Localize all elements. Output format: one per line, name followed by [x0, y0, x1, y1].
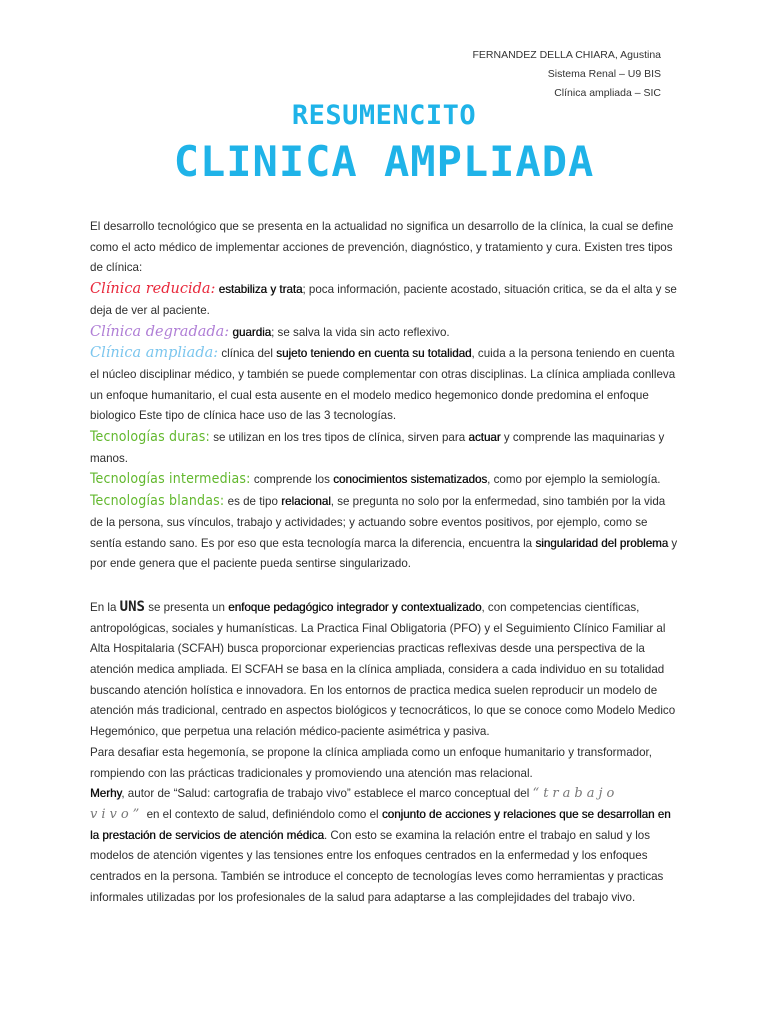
tecnologias-intermedias-paragraph: Tecnologías intermedias: comprende los conocimientos sistematizados, como por ejemplo la semiología.: [90, 471, 661, 488]
uns-bold: enfoque pedagógico integrador y contextualizado: [228, 600, 482, 614]
duras-bold: actuar: [468, 431, 501, 445]
document-header: [473, 46, 661, 103]
uns-paragraph: En la UNS se presenta un enfoque pedagógico integrador y contextualizado, con competencias científicas, antropológicas, sociales y humanísticas. La Practica Final Obligatoria (PFO) y el Seguimiento Clínico Familiar al Alta Hospitalaria (SCFAH) busca proporcionar experiencias practicas reflexivas desde una perspectiva de la atención medica ampliada. El SCFAH se basa en la clínica ampliada, considera a cada individuo en su totalidad buscando atención holística e innovadora. En los entornos de practica medica suelen reproducir un modelo de atención más tradicional, centrado en aspectos biológicos y tecnocráticos, lo que se conoce como Modelo Medico Hegemónico, que perpetua una relación médico-paciente asimétrica y pasiva.: [90, 598, 676, 739]
tecnologias-blandas-label: Tecnologías blandas:: [90, 493, 225, 510]
intermedias-bold: conocimientos sistematizados: [333, 473, 488, 487]
clinica-reducida-label: Clínica reducida:: [90, 281, 216, 298]
topic-line: Clínica ampliada – SIC: [554, 87, 661, 99]
tecnologias-intermedias-label: Tecnologías intermedias:: [90, 471, 251, 488]
subject-line: Sistema Renal – U9 BIS: [547, 68, 661, 80]
reducida-bold: estabiliza y trata: [218, 283, 303, 297]
degradada-bold: guardia: [232, 325, 272, 339]
merhy-bold-2: conjunto de acciones y relaciones que se desarrollan en la prestación de servicios de atención médica: [90, 807, 671, 842]
intro-paragraph: El desarrollo tecnológico que se presenta en la actualidad no significa un desarrollo de la clínica, la cual se define como el acto médico de implementar acciones de prevención, diagnóstico, y tratamiento y cura. Existen tres tipos de clínica:: [90, 220, 674, 275]
clinica-ampliada-paragraph: Clínica ampliada: clínica del sujeto teniendo en cuenta su totalidad, cuida a la persona teniendo en cuenta el núcleo disciplinar médico, y también se puede complementar con otras disciplinas. La clínica ampliada conlleva un enfoque humanitario, el cual esta ausente en el modelo medico hegemonico donde predomina el enfoque biologico Este tipo de clínica hace uso de las 3 tecnologías.: [90, 345, 676, 423]
uns-badge: UNS: [119, 598, 145, 615]
ampliada-bold: sujeto teniendo en cuenta su totalidad: [276, 347, 472, 361]
trabajo-vivo-script: “trabajo vivo”: [90, 786, 619, 822]
clinica-degradada-paragraph: Clínica degradada: guardia; se salva la vida sin acto reflexivo.: [90, 323, 450, 340]
blandas-bold-2: singularidad del problema: [535, 536, 669, 550]
document-body: [90, 217, 678, 909]
main-title: CLINICA AMPLIADA: [173, 137, 595, 186]
author-name: FERNANDEZ DELLA CHIARA, Agustina: [472, 49, 661, 61]
subtitle-heading: RESUMENCITO: [291, 100, 477, 131]
hegemonia-paragraph: Para desafiar esta hegemonía, se propone la clínica ampliada como un enfoque humanitario y transformador, rompiendo con las prácticas tradicionales y promoviendo una atención mas relacional.: [90, 745, 652, 780]
clinica-reducida-paragraph: Clínica reducida: estabiliza y trata; poca información, paciente acostado, situación critica, se da el alta y se deja de ver al paciente.: [90, 281, 677, 317]
tecnologias-duras-label: Tecnologías duras:: [90, 429, 210, 446]
merhy-paragraph: Merhy, autor de “Salud: cartografia de trabajo vivo” establece el marco conceptual del “trabajo vivo” en el contexto de salud, definiéndolo como el conjunto de acciones y relaciones que se desarrollan en la prestación de servicios de atención médica. Con esto se examina la relación entre el trabajo en salud y los modelos de atención vigentes y las tensiones entre los enfoques centrados en la enfermedad y los enfoques centrados en la persona. También se introduce el concepto de tecnologías leves como herramientas y practicas informales utilizadas por los profesionales de la salud para adaptarse a las complejidades del trabajo vivo.: [90, 786, 671, 904]
tecnologias-blandas-paragraph: Tecnologías blandas: es de tipo relacional, se pregunta no solo por la enfermedad, sino también por la vida de la persona, sus vínculos, trabajo y actividades; y actuando sobre eventos positivos, por ejemplo, como se sentía estando sano. Es por eso que esta tecnología marca la diferencia, encuentra la singularidad del problema y por ende genera que el paciente pueda sentirse singularizado.: [90, 493, 678, 571]
clinica-degradada-label: Clínica degradada:: [90, 323, 230, 340]
merhy-bold: Merhy: [90, 787, 122, 801]
paragraph-gap: [90, 575, 678, 597]
tecnologias-duras-paragraph: Tecnologías duras: se utilizan en los tres tipos de clínica, sirven para actuar y comprende las maquinarias y manos.: [90, 429, 665, 465]
clinica-ampliada-label: Clínica ampliada:: [90, 345, 219, 362]
blandas-bold: relacional: [281, 495, 331, 509]
